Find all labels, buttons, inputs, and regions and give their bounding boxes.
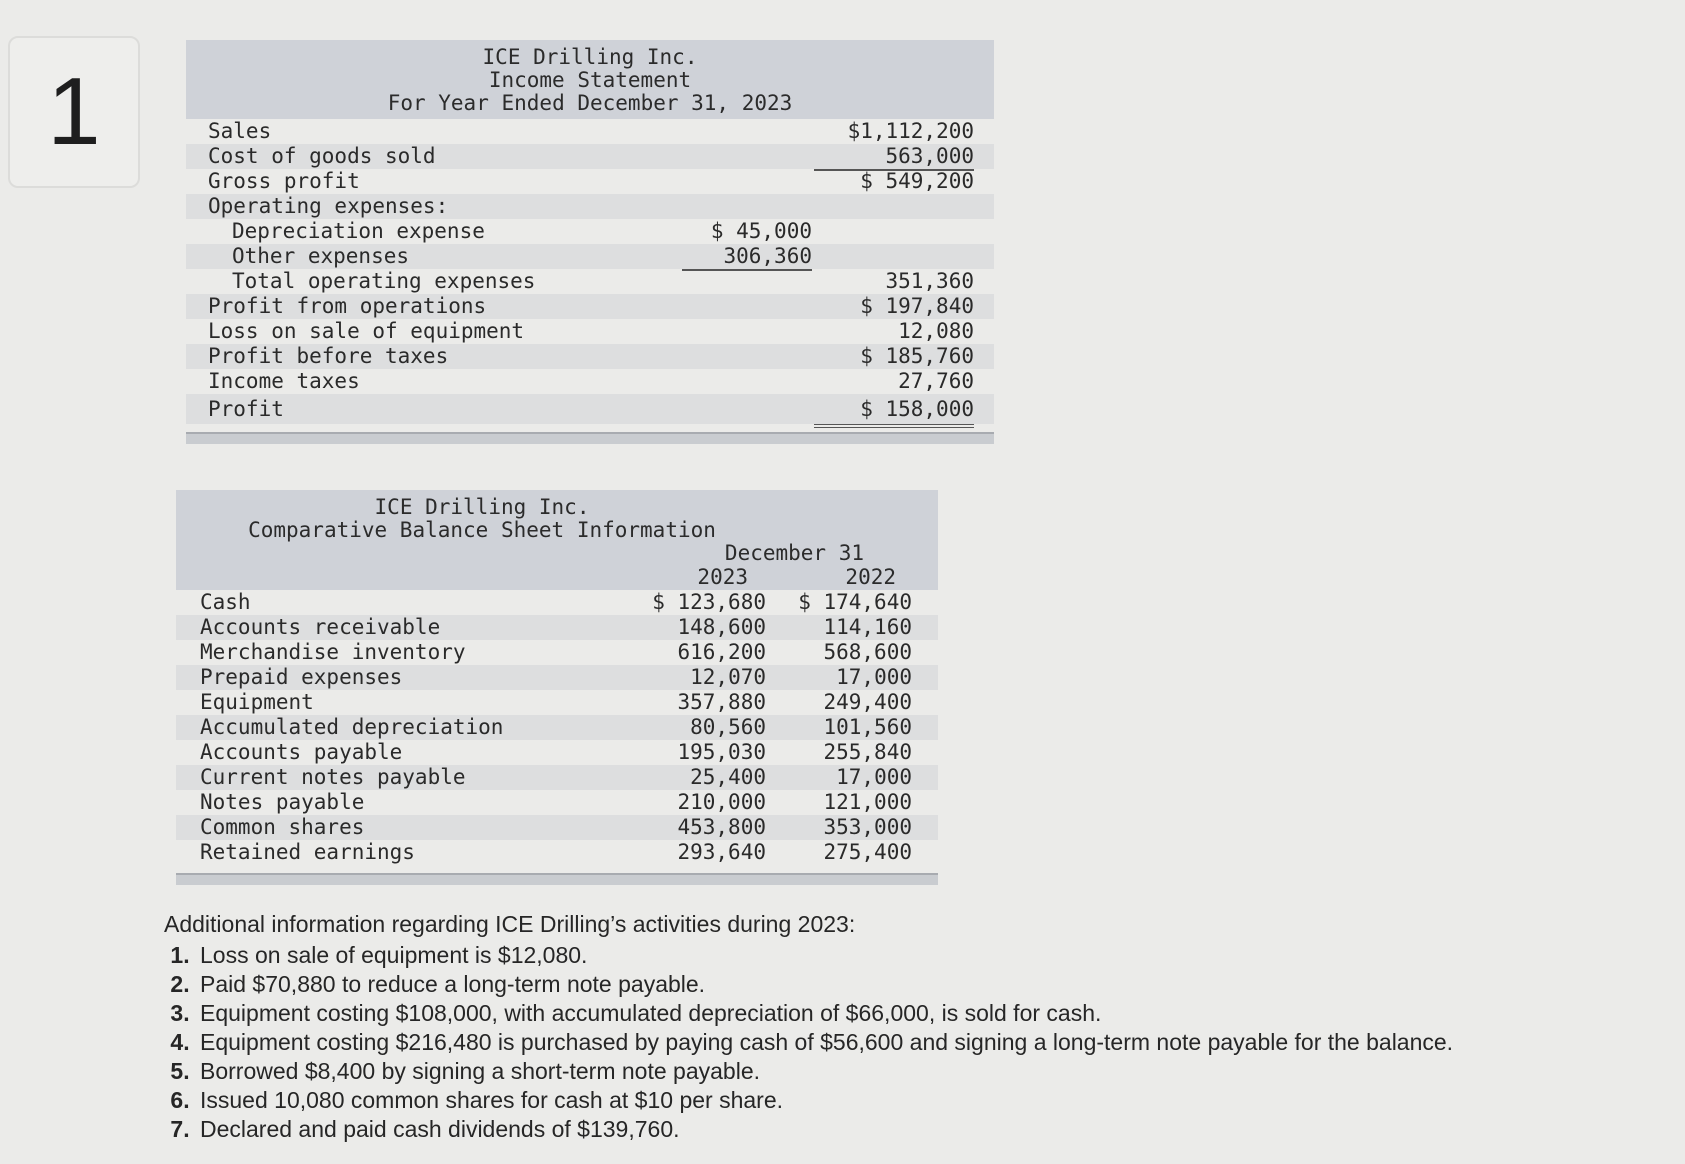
company-name: ICE Drilling Inc. xyxy=(374,495,590,519)
value-2022: 249,400 xyxy=(823,690,912,714)
statement-title: Comparative Balance Sheet Information xyxy=(248,518,716,542)
row-label: Other expenses xyxy=(232,244,410,268)
statement-title: Income Statement xyxy=(488,68,692,92)
row-value: 351,360 xyxy=(814,269,974,296)
income-statement-header xyxy=(186,40,994,119)
list-item: 6. Issued 10,080 common shares for cash at $10 per share. xyxy=(196,1086,1664,1115)
value-2022: 114,160 xyxy=(823,615,912,639)
list-item: 7. Declared and paid cash dividends of $139,760. xyxy=(196,1115,1664,1144)
row-label: Cash xyxy=(200,590,251,614)
table-footer-bar xyxy=(186,432,994,444)
value-2022: 17,000 xyxy=(836,765,912,789)
row-label: Merchandise inventory xyxy=(200,640,466,664)
value-2022: 121,000 xyxy=(823,790,912,814)
column-group-header: December 31 xyxy=(724,541,864,565)
row-label: Sales xyxy=(208,119,272,143)
value-2023: 148,600 xyxy=(677,615,766,639)
value-2023: 616,200 xyxy=(677,640,766,664)
row-value: $ 45,000 xyxy=(710,219,812,243)
table-row xyxy=(186,294,994,319)
table-row xyxy=(186,119,994,144)
table-row xyxy=(176,590,938,615)
table-footer-bar xyxy=(176,873,938,885)
row-label: Total operating expenses xyxy=(232,269,536,293)
value-2023: 12,070 xyxy=(690,665,766,689)
table-row xyxy=(186,319,994,344)
table-row xyxy=(186,269,994,294)
row-value: $ 197,840 xyxy=(860,294,974,318)
table-row xyxy=(186,369,994,394)
row-label: Prepaid expenses xyxy=(200,665,403,689)
value-2023: 293,640 xyxy=(677,840,766,864)
table-row xyxy=(186,219,994,244)
value-2023: 80,560 xyxy=(690,715,766,739)
table-row xyxy=(176,715,938,740)
list-item: 1. Loss on sale of equipment is $12,080. xyxy=(196,941,1664,970)
list-item: 5. Borrowed $8,400 by signing a short-term note payable. xyxy=(196,1057,1664,1086)
table-row xyxy=(186,394,994,424)
row-label: Notes payable xyxy=(200,790,365,814)
row-label: Profit from operations xyxy=(208,294,487,318)
table-row xyxy=(176,840,938,865)
row-value: 306,360 xyxy=(682,244,812,271)
row-label: Profit before taxes xyxy=(208,344,449,368)
row-label: Equipment xyxy=(200,690,314,714)
list-item: 2. Paid $70,880 to reduce a long-term note payable. xyxy=(196,970,1664,999)
table-row xyxy=(186,244,994,269)
value-2022: 275,400 xyxy=(823,840,912,864)
value-2022: 568,600 xyxy=(823,640,912,664)
value-2023: 195,030 xyxy=(677,740,766,764)
row-label: Income taxes xyxy=(208,369,360,393)
additional-information xyxy=(164,910,1664,1144)
table-row xyxy=(176,790,938,815)
row-label: Accounts receivable xyxy=(200,615,441,639)
value-2023: $ 123,680 xyxy=(652,590,766,614)
value-2023: 25,400 xyxy=(690,765,766,789)
column-header-2023: 2023 xyxy=(697,565,748,589)
row-label: Depreciation expense xyxy=(232,219,485,243)
row-value: 563,000 xyxy=(814,144,974,171)
table-row xyxy=(176,640,938,665)
table-row xyxy=(186,194,994,219)
additional-info-list xyxy=(164,941,1664,1144)
table-row xyxy=(176,690,938,715)
row-value: $ 185,760 xyxy=(860,344,974,368)
row-label: Accumulated depreciation xyxy=(200,715,504,739)
table-row xyxy=(176,815,938,840)
table-row xyxy=(186,344,994,369)
balance-sheet-table xyxy=(176,490,938,885)
column-header-2022: 2022 xyxy=(845,565,896,589)
table-row xyxy=(186,144,994,169)
table-row xyxy=(176,665,938,690)
income-statement-table xyxy=(186,40,994,444)
row-label: Gross profit xyxy=(208,169,360,193)
row-value: 12,080 xyxy=(814,319,974,346)
table-row xyxy=(176,740,938,765)
row-label: Cost of goods sold xyxy=(208,144,436,168)
row-label: Accounts payable xyxy=(200,740,403,764)
value-2022: $ 174,640 xyxy=(798,590,912,614)
value-2023: 357,880 xyxy=(677,690,766,714)
row-label: Loss on sale of equipment xyxy=(208,319,525,343)
row-value: 27,760 xyxy=(814,369,974,396)
balance-sheet-header xyxy=(176,490,938,590)
list-item: 3. Equipment costing $108,000, with accumulated depreciation of $66,000, is sold for cash. xyxy=(196,999,1664,1028)
statement-period: For Year Ended December 31, 2023 xyxy=(387,91,793,115)
row-label: Current notes payable xyxy=(200,765,466,789)
row-label: Operating expenses: xyxy=(208,194,449,218)
additional-info-heading: Additional information regarding ICE Drilling’s activities during 2023: xyxy=(164,911,856,937)
list-item: 4. Equipment costing $216,480 is purchased by paying cash of $56,600 and signing a long-term note payable for the balance. xyxy=(196,1028,1664,1057)
value-2022: 17,000 xyxy=(836,665,912,689)
row-label: Retained earnings xyxy=(200,840,415,864)
value-2022: 353,000 xyxy=(823,815,912,839)
question-number-badge xyxy=(8,36,140,188)
table-row xyxy=(176,615,938,640)
row-value: $ 158,000 xyxy=(814,394,974,428)
value-2022: 101,560 xyxy=(823,715,912,739)
value-2023: 210,000 xyxy=(677,790,766,814)
row-value: $1,112,200 xyxy=(847,119,974,143)
table-row xyxy=(176,765,938,790)
row-label: Profit xyxy=(208,397,284,421)
company-name: ICE Drilling Inc. xyxy=(482,45,698,69)
table-row xyxy=(186,169,994,194)
value-2023: 453,800 xyxy=(677,815,766,839)
row-label: Common shares xyxy=(200,815,365,839)
question-number: 1 xyxy=(47,58,101,165)
row-value: $ 549,200 xyxy=(860,169,974,193)
value-2022: 255,840 xyxy=(823,740,912,764)
